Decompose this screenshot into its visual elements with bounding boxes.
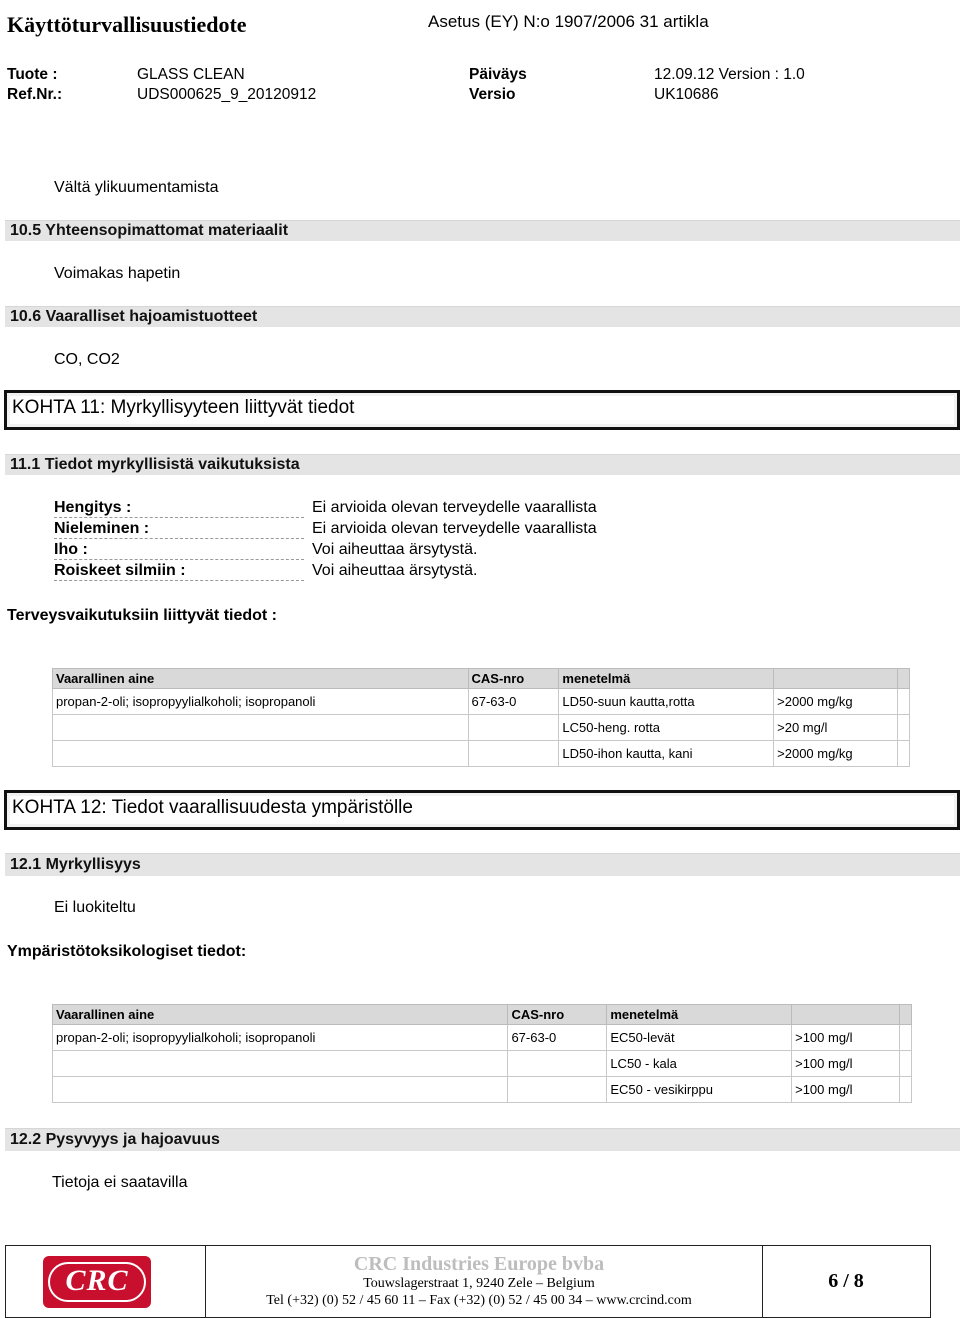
section-10-6-text: CO, CO2 xyxy=(54,351,120,368)
table-cell xyxy=(508,1077,607,1103)
toxicity-table xyxy=(52,668,910,767)
section-12-1-text: Ei luokiteltu xyxy=(54,899,136,916)
exposure-label: Roiskeet silmiin : xyxy=(54,562,304,581)
table-cell xyxy=(468,741,559,767)
ref-label: Ref.Nr.: xyxy=(7,86,63,103)
section-12-2-bar xyxy=(5,1128,960,1151)
table-header-row xyxy=(53,1005,912,1025)
table-cell xyxy=(898,689,910,715)
table-cell: LD50-ihon kautta, kani xyxy=(559,741,774,767)
section-11-title: KOHTA 11: Myrkyllisyyteen liittyvät tiedot xyxy=(12,397,355,418)
column-header: CAS-nro xyxy=(508,1005,607,1025)
table-cell: 67-63-0 xyxy=(468,689,559,715)
product-value: GLASS CLEAN xyxy=(137,66,245,83)
table-cell: >100 mg/l xyxy=(792,1025,900,1051)
exposure-value: Voi aiheuttaa ärsytystä. xyxy=(312,541,478,558)
table-cell xyxy=(898,669,910,689)
section-12-2-text: Tietoja ei saatavilla xyxy=(52,1174,188,1191)
section-11-header xyxy=(4,390,960,430)
table-cell xyxy=(898,715,910,741)
version-label: Versio xyxy=(469,86,516,103)
eco-info-title: Ympäristötoksikologiset tiedot: xyxy=(7,943,247,960)
table-row xyxy=(53,715,910,741)
table-cell: propan-2-oli; isopropyylialkoholi; isopropanoli xyxy=(53,1025,508,1051)
date-label: Päiväys xyxy=(469,66,527,83)
exposure-value: Voi aiheuttaa ärsytystä. xyxy=(312,562,478,579)
column-header: Vaarallinen aine xyxy=(53,1005,508,1025)
section-12-2-title: 12.2 Pysyvyys ja hajoavuus xyxy=(10,1131,220,1148)
table-cell xyxy=(899,1025,911,1051)
exposure-label: Nieleminen : xyxy=(54,520,304,539)
product-label: Tuote : xyxy=(7,66,58,83)
table-header-row xyxy=(53,669,910,689)
table-cell: >2000 mg/kg xyxy=(774,741,898,767)
exposure-value: Ei arvioida olevan terveydelle vaarallista xyxy=(312,520,597,537)
table-cell xyxy=(53,1077,508,1103)
table-cell xyxy=(899,1077,911,1103)
section-12-1-bar xyxy=(5,853,960,876)
column-header: Vaarallinen aine xyxy=(53,669,469,689)
document-title: Käyttöturvallisuustiedote xyxy=(7,12,247,37)
column-header: menetelmä xyxy=(559,669,774,689)
table-cell: >2000 mg/kg xyxy=(774,689,898,715)
table-cell: EC50 - vesikirppu xyxy=(607,1077,792,1103)
ref-value: UDS000625_9_20120912 xyxy=(137,86,317,103)
crc-logo xyxy=(43,1256,151,1308)
version-value: UK10686 xyxy=(654,86,719,103)
table-cell xyxy=(53,715,469,741)
exposure-value: Ei arvioida olevan terveydelle vaarallista xyxy=(312,499,597,516)
table-cell xyxy=(899,1051,911,1077)
section-10-6-title: 10.6 Vaaralliset hajoamistuotteet xyxy=(10,308,258,325)
table-cell xyxy=(899,1005,911,1025)
table-cell: 67-63-0 xyxy=(508,1025,607,1051)
table-row xyxy=(53,1025,912,1051)
table-row xyxy=(53,741,910,767)
date-value: 12.09.12 Version : 1.0 xyxy=(654,66,805,83)
table-row xyxy=(53,1077,912,1103)
column-header: CAS-nro xyxy=(468,669,559,689)
table-cell: propan-2-oli; isopropyylialkoholi; isopropanoli xyxy=(53,689,469,715)
ecotoxicity-table xyxy=(52,1004,912,1103)
table-cell xyxy=(53,1051,508,1077)
table-cell: EC50-levät xyxy=(607,1025,792,1051)
table-cell xyxy=(898,741,910,767)
table-cell: LC50-heng. rotta xyxy=(559,715,774,741)
exposure-label: Hengitys : xyxy=(54,499,304,518)
column-header xyxy=(792,1005,900,1025)
exposure-label: Iho : xyxy=(54,541,304,560)
table-row xyxy=(53,689,910,715)
section-12-1-title: 12.1 Myrkyllisyys xyxy=(10,856,141,873)
section-11-1-title: 11.1 Tiedot myrkyllisistä vaikutuksista xyxy=(10,456,300,473)
section-10-5-text: Voimakas hapetin xyxy=(54,265,181,282)
column-header: menetelmä xyxy=(607,1005,792,1025)
section-10-5-title: 10.5 Yhteensopimattomat materiaalit xyxy=(10,222,289,239)
table-row xyxy=(53,1051,912,1077)
table-cell: >100 mg/l xyxy=(792,1077,900,1103)
section-11-1-bar xyxy=(5,454,960,475)
health-info-title: Terveysvaikutuksiin liittyvät tiedot : xyxy=(7,607,278,624)
company-address: Touwslagerstraat 1, 9240 Zele – Belgium xyxy=(363,1276,595,1291)
regulation-reference: Asetus (EY) N:o 1907/2006 31 artikla xyxy=(428,12,709,31)
section-12-header xyxy=(4,790,960,830)
crc-logo-text: CRC xyxy=(65,1264,129,1297)
section-10-6-bar xyxy=(5,306,960,327)
table-cell: LD50-suun kautta,rotta xyxy=(559,689,774,715)
logo-cell xyxy=(6,1246,206,1317)
section-12-title: KOHTA 12: Tiedot vaarallisuudesta ympäristölle xyxy=(12,797,413,818)
table-cell xyxy=(53,741,469,767)
column-header xyxy=(774,669,898,689)
section-10-5-bar xyxy=(5,220,960,241)
company-name: CRC Industries Europe bvba xyxy=(353,1253,605,1275)
table-cell: >20 mg/l xyxy=(774,715,898,741)
avoid-text: Vältä ylikuumentamista xyxy=(54,179,219,196)
table-cell: >100 mg/l xyxy=(792,1051,900,1077)
company-contact: Tel (+32) (0) 52 / 45 60 11 – Fax (+32) (0) 52 / 45 00 34 – www.crcind.com xyxy=(266,1293,692,1308)
table-cell xyxy=(508,1051,607,1077)
page-number: 6 / 8 xyxy=(828,1270,864,1292)
table-cell: LC50 - kala xyxy=(607,1051,792,1077)
table-cell xyxy=(468,715,559,741)
